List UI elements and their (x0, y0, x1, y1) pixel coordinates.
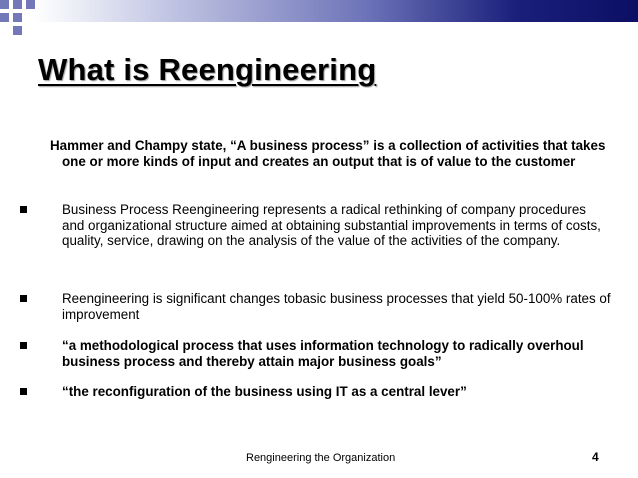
bullet-square-icon (20, 342, 27, 349)
bullet-text: Reengineering is significant changes tobasic business processes that yield 50-100% rates of improvement (62, 291, 611, 322)
bullet-text: “the reconfiguration of the business using IT as a central lever” (62, 384, 467, 399)
intro-paragraph: Hammer and Champy state, “A business process” is a collection of activities that takes one or more kinds of input and creates an output that is of value to the customer (50, 138, 606, 169)
slide-footer: Rengineering the Organization (246, 452, 396, 464)
bullet-square-icon (20, 388, 27, 395)
bullet-square-icon (20, 295, 27, 302)
slide-title: What is Reengineering (38, 52, 377, 87)
bullet-text: Business Process Reengineering represents a radical rethinking of company procedures and organizational structure aimed at obtaining substantial improvements in terms of costs, quality, service, drawing on the analysis of the value of the activities of the company. (62, 202, 601, 248)
bullet-text: “a methodological process that uses information technology to radically overhoul business process and thereby attain major business goals” (62, 338, 584, 369)
header-gradient-bar (34, 0, 638, 22)
bullet-square-icon (20, 206, 27, 213)
page-number: 4 (592, 450, 599, 464)
